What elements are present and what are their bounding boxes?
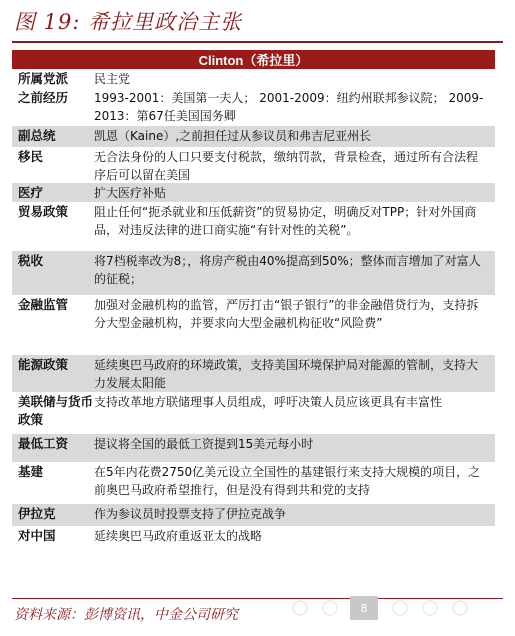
row-label: 移民 — [18, 149, 44, 164]
row-label: 能源政策 — [18, 357, 69, 372]
row-value: 加强对金融机构的监管，严厉打击“银子银行”的非金融借贷行为，支持拆分大型金融机构，并要求向大型金融机构征收“风险费” — [94, 298, 479, 330]
row-value: 延续奥巴马政府的环境政策，支持美国环境保护局对能源的管制，支持大力发展太阳能 — [94, 358, 479, 390]
table-row — [12, 251, 495, 295]
row-label: 美联储与货币政策 — [18, 394, 94, 427]
row-label: 贸易政策 — [18, 204, 69, 219]
row-value: 作为参议员时投票支持了伊拉克战争 — [94, 507, 287, 521]
row-value: 延续奥巴马政府重返亚太的战略 — [94, 529, 263, 543]
row-value: 无合法身份的人口只要支付税款，缴纳罚款，背景检查，通过所有合法程序后可以留在美国 — [94, 150, 479, 182]
table-row — [12, 434, 495, 462]
row-value: 凯恩（Kaine）,之前担任过从参议员和弗吉尼亚州长 — [94, 129, 372, 143]
row-label: 医疗 — [18, 185, 44, 200]
row-value: 阻止任何“扼杀就业和压低薪资”的贸易协定，明确反对TPP；针对外国商品，对违反法律的进口商实施“有针对性的关税”。 — [94, 205, 477, 237]
table-row — [12, 392, 495, 434]
table-row — [12, 504, 495, 526]
row-value: 提议将全国的最低工资提到15美元每小时 — [94, 437, 314, 451]
row-label: 之前经历 — [18, 90, 69, 105]
table-row — [12, 295, 495, 355]
row-label: 金融监管 — [18, 297, 69, 312]
row-value: 1993-2001：美国第一夫人； 2001-2009：纽约州联邦参议院； 2009-2013：第67任美国国务卿 — [94, 91, 484, 123]
row-label: 税收 — [18, 253, 44, 268]
row-value: 扩大医疗补贴 — [94, 186, 167, 200]
row-label: 对中国 — [18, 528, 56, 543]
figure-title: 图 19: 希拉里政治主张 — [14, 10, 243, 34]
table-row — [12, 147, 495, 183]
row-value: 支持改革地方联储理事人员组成，呼吁决策人员应该更具有丰富性 — [94, 395, 443, 409]
watermark-circles-icon — [290, 598, 470, 618]
table-row — [12, 183, 495, 202]
table-row — [12, 88, 495, 126]
table-row — [12, 69, 495, 88]
source-note: 资料来源：彭博资讯，中金公司研究 — [14, 607, 238, 623]
table-row — [12, 202, 495, 251]
row-value: 在5年内花费2750亿美元设立全国性的基建银行来支持大规模的项目，之前奥巴马政府希望推行，但是没有得到共和党的支持 — [94, 465, 481, 497]
table-row — [12, 355, 495, 392]
title-divider — [12, 41, 503, 43]
table-row — [12, 462, 495, 504]
row-label: 副总统 — [18, 128, 56, 143]
table-row — [12, 526, 495, 554]
row-label: 基建 — [18, 464, 44, 479]
policy-table — [12, 69, 495, 554]
page-number: 8 — [350, 596, 378, 620]
table-header: Clinton（希拉里） — [12, 50, 495, 69]
row-value: 将7档税率改为8；，将房产税由40%提高到50%；整体而言增加了对富人的征税； — [94, 254, 481, 286]
row-label: 最低工资 — [18, 436, 69, 451]
row-label: 伊拉克 — [18, 506, 56, 521]
table-row — [12, 126, 495, 147]
row-value: 民主党 — [94, 72, 131, 86]
row-label: 所属党派 — [18, 71, 69, 86]
